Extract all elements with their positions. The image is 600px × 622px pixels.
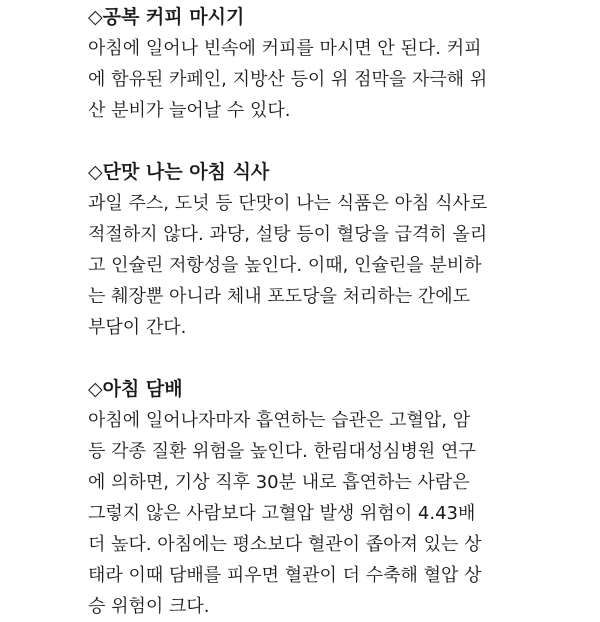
section-empty-stomach-coffee [88,2,600,126]
section-heading: ◇단맛 나는 아침 식사 [88,161,270,183]
section-body: 아침에 일어나자마자 흡연하는 습관은 고혈압, 암 등 각종 질환 위험을 높인다. 한림대성심병원 연구 에 의하면, 기상 직후 30분 내로 흡연하는 사람은 그렇지 않은 사람보다 고혈압 발생 위험이 4.43배 더 높다. 아침에는 평소보다 혈관이 좁아져 있는 상 태라 이때 담배를 피우면 혈관이 더 수축해 혈압 상 승 위험이 크다. [88,410,482,617]
section-body: 아침에 일어나 빈속에 커피를 마시면 안 된다. 커피 에 함유된 카페인, 지방산 등이 위 점막을 자극해 위 산 분비가 늘어날 수 있다. [88,38,488,121]
section-heading: ◇공복 커피 마시기 [88,6,245,28]
section-body: 과일 주스, 도넛 등 단맛이 나는 식품은 아침 식사로 적절하지 않다. 과당, 설탕 등이 혈당을 급격히 올리 고 인슐린 저항성을 높인다. 이때, 인슐린을 분비하 는 췌장뿐 아니라 체내 포도당을 처리하는 간에도 부담이 간다. [88,193,488,338]
section-morning-smoking [88,374,600,622]
article [88,0,600,622]
section-sweet-breakfast [88,157,600,343]
section-heading: ◇아침 담배 [88,378,183,400]
